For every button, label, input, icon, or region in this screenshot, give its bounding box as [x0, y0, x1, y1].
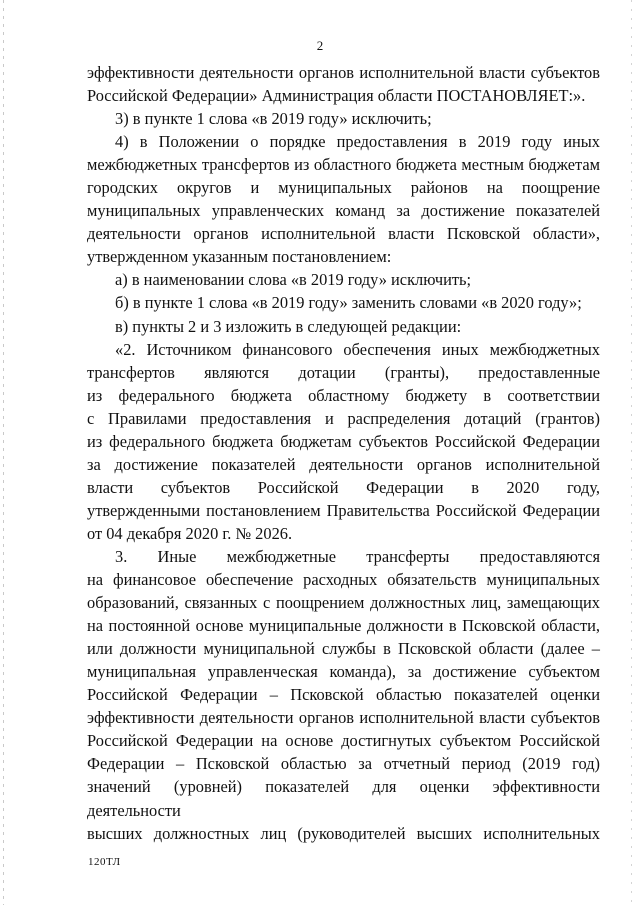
text-line: значений (уровней) показателей для оценки эффективности деятельности [87, 777, 600, 820]
text-line: на постоянной основе муниципальные должности в Псковской области, [87, 616, 600, 636]
footer-document-code: 120ТЛ [88, 856, 121, 868]
text-line: из федерального бюджета областному бюджету в соответствии [87, 385, 600, 405]
paragraph-continuation [87, 61, 600, 107]
text-line: из федерального бюджета бюджетам субъектов Российской Федерации [87, 431, 600, 451]
text-line: 3. Иные межбюджетные трансферты предоставляются [115, 546, 600, 566]
text-line: а) в наименовании слова «в 2019 году» исключить; [115, 270, 472, 290]
text-line: образований, связанных с поощрением должностных лиц, замещающих [87, 593, 600, 613]
text-line: деятельности органов исполнительной власти Псковской области», [87, 224, 600, 244]
text-line: от 04 декабря 2020 г. № 2026. [87, 523, 293, 543]
text-line: или должности муниципальной службы в Псковской области (далее – [87, 639, 600, 659]
document-body [87, 61, 600, 845]
text-line: утвержденными постановлением Правительства Российской Федерации [87, 500, 600, 520]
paragraph-item-4 [87, 130, 600, 268]
page-number: 2 [316, 38, 324, 53]
text-line: Федерации – Псковской областью за отчетный период (2019 год) [87, 754, 600, 774]
text-line: муниципальная управленческая команда), за достижение субъектом [87, 662, 600, 682]
text-line: б) в пункте 1 слова «в 2019 году» заменить словами «в 2020 году»; [115, 293, 582, 313]
text-line: 3) в пункте 1 слова «в 2019 году» исключить; [115, 109, 432, 129]
text-line: 4) в Положении о порядке предоставления в 2019 году иных [115, 132, 600, 152]
text-line: на финансовое обеспечение расходных обязательств муниципальных [87, 570, 600, 590]
text-line: Российской Федерации на основе достигнутых субъектом Российской [87, 731, 600, 751]
text-line: межбюджетных трансфертов из областного бюджета местным бюджетам [87, 155, 600, 175]
text-line: высших должностных лиц (руководителей высших исполнительных [87, 823, 600, 843]
scan-edge-right [631, 0, 632, 905]
scan-edge-left [3, 0, 4, 905]
paragraph-subitem-b [87, 291, 600, 314]
paragraph-subitem-v [87, 315, 600, 338]
text-line: «2. Источником финансового обеспечения иных межбюджетных [115, 339, 600, 359]
text-line: трансфертов являются дотации (гранты), предоставленные [87, 362, 600, 382]
paragraph-point-2 [87, 338, 600, 545]
text-line: эффективности деятельности органов исполнительной власти субъектов [87, 708, 600, 728]
paragraph-subitem-a [87, 268, 600, 291]
text-line: городских округов и муниципальных районов на поощрение [87, 178, 600, 198]
text-line: в) пункты 2 и 3 изложить в следующей редакции: [115, 316, 462, 336]
text-line: за достижение показателей деятельности органов исполнительной [87, 454, 600, 474]
paragraph-item-3 [87, 107, 600, 130]
text-line: Российской Федерации – Псковской областью показателей оценки [87, 685, 600, 705]
paragraph-point-3 [87, 545, 600, 845]
text-line: с Правилами предоставления и распределения дотаций (грантов) [87, 408, 600, 428]
text-line: утвержденном указанным постановлением: [87, 247, 392, 267]
text-line: эффективности деятельности органов исполнительной власти субъектов [87, 63, 600, 82]
text-line: Российской Федерации» Администрация области ПОСТАНОВЛЯЕТ:». [87, 86, 586, 106]
text-line: муниципальных управленческих команд за достижение показателей [87, 201, 600, 221]
text-line: власти субъектов Российской Федерации в 2020 году, [87, 477, 600, 497]
